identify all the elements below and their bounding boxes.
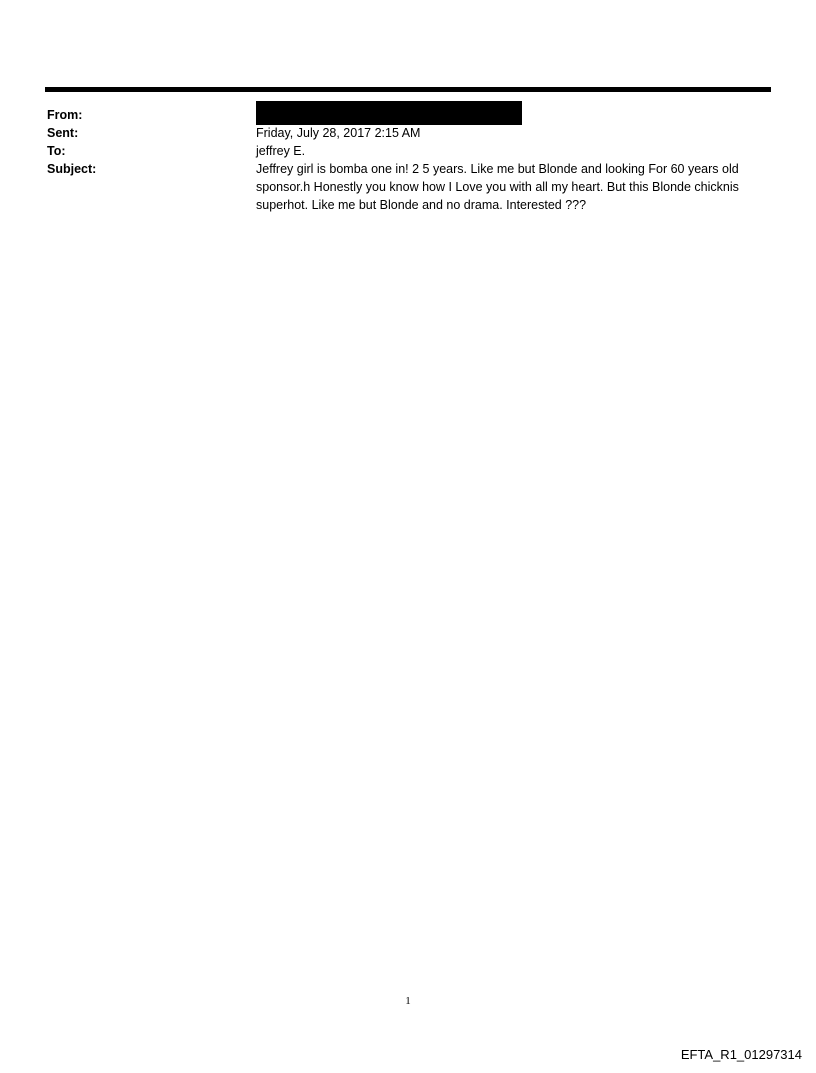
email-header (47, 106, 757, 214)
to-label: To: (47, 144, 66, 158)
sent-label: Sent: (47, 126, 79, 140)
to-row (47, 142, 757, 160)
from-row (47, 106, 757, 124)
subject-label: Subject: (47, 162, 97, 176)
subject-value: Jeffrey girl is bomba one in! 2 5 years. Like me but Blonde and looking For 60 years old sponsor.h Honestly you know how I Love you with all my heart. But this Blonde chicknis superhot. Like me but Blonde and no drama. Interested ??? (256, 162, 739, 212)
from-value (256, 106, 757, 124)
header-divider (45, 87, 771, 92)
bates-number: EFTA_R1_01297314 (680, 1047, 802, 1062)
subject-row (47, 160, 757, 214)
sent-row (47, 124, 757, 142)
from-label: From: (47, 108, 83, 122)
page-number: 1 (405, 995, 411, 1007)
to-value: jeffrey E. (256, 144, 306, 158)
sent-value: Friday, July 28, 2017 2:15 AM (256, 126, 421, 140)
